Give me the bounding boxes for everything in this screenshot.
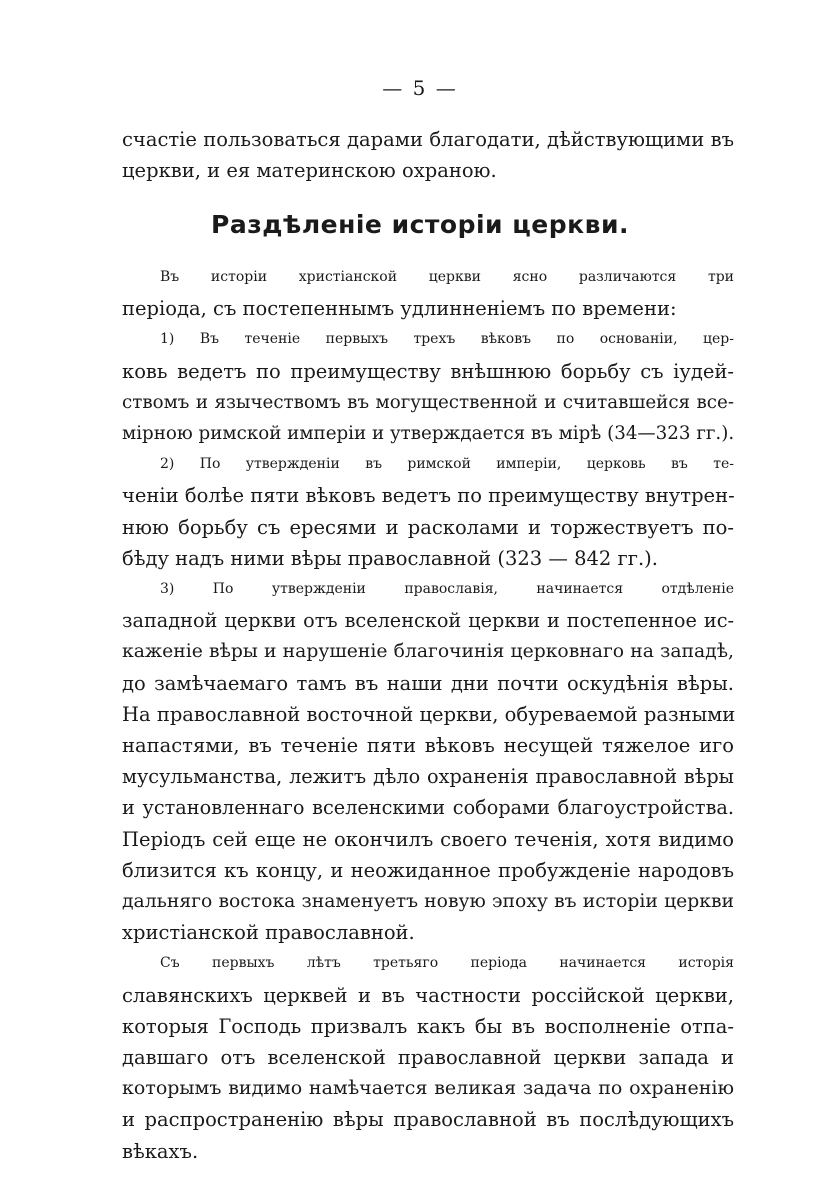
text-line: которыя Господь призвалъ какъ бы въ восполненіе отпа- xyxy=(122,1014,734,1038)
text-line: 3) По утвержденіи православія, начинается отдѣленіе xyxy=(160,581,734,598)
text-line: 2) По утвержденіи въ римской имперіи, церковь въ те- xyxy=(160,456,734,473)
text-line: періода, съ постепеннымъ удлинненіемъ по времени: xyxy=(122,297,677,321)
text-line: давшаго отъ вселенской православной церкви запада и xyxy=(122,1046,734,1070)
text-line: дальняго востока знаменуетъ новую эпоху въ исторіи церкви xyxy=(122,891,734,913)
section-heading: Раздѣленіе исторіи церкви. xyxy=(211,210,629,239)
text-line: На православной восточной церкви, обуреваемой разными xyxy=(122,702,736,726)
text-line: церкви, и ея материнскою охраною. xyxy=(122,159,497,183)
text-line: каженіе вѣры и нарушеніе благочинія церковнаго на западѣ, xyxy=(122,641,734,663)
page-number: — 5 — xyxy=(382,76,458,100)
intro-paragraph xyxy=(122,124,734,186)
text-line: 1) Въ теченіе первыхъ трехъ вѣковъ по основаніи, цер- xyxy=(160,331,734,348)
section-body xyxy=(122,262,734,1167)
text-line: мірною римской имперіи и утверждается въ мірѣ (34—323 гг.). xyxy=(122,423,735,445)
text-line: ствомъ и язычествомъ въ могущественной и считавшейся все- xyxy=(122,391,734,413)
text-line: которымъ видимо намѣчается великая задача по охраненію xyxy=(122,1077,734,1100)
text-line: Періодъ сей еще не окончилъ своего теченія, хотя видимо xyxy=(122,827,734,851)
paragraph-slavic-churches xyxy=(122,948,734,1166)
text-line: напастями, въ теченіе пяти вѣковъ несущей тяжелое иго xyxy=(122,734,734,758)
text-line: западной церкви отъ вселенской церкви и постепенное ис- xyxy=(122,609,734,633)
paragraph-period-2 xyxy=(122,449,734,574)
paragraph-period-1 xyxy=(122,324,734,449)
text-line: до замѣчаемаго тамъ въ наши дни почти оскудѣнія вѣры. xyxy=(122,671,734,695)
text-line: мусульманства, лежитъ дѣло охраненія православной вѣры xyxy=(122,765,734,789)
text-line: Съ первыхъ лѣтъ третьяго періода начинается исторія xyxy=(160,955,734,972)
text-line: ковь ведетъ по преимуществу внѣшнюю борьбу съ іудей- xyxy=(122,359,734,383)
paragraph-period-3 xyxy=(122,574,734,948)
text-line: христіанской православной. xyxy=(122,921,415,945)
text-line: ченіи болѣе пяти вѣковъ ведетъ по преимуществу внутрен- xyxy=(122,484,735,508)
paragraph-intro-periods xyxy=(122,262,734,324)
text-line: славянскихъ церквей и въ частности россійской церкви, xyxy=(122,983,734,1007)
text-line: Въ исторіи христіанской церкви ясно различаются три xyxy=(160,269,734,285)
text-line: близится къ концу, и неожиданное пробужденіе народовъ xyxy=(122,858,734,882)
text-line: и распространенію вѣры православной въ послѣдующихъ xyxy=(122,1108,734,1132)
text-line: вѣкахъ. xyxy=(122,1139,199,1163)
text-line: нюю борьбу съ ересями и расколами и торжествуетъ по- xyxy=(122,515,734,539)
text-line: бѣду надъ ними вѣры православной (323 — 842 гг.). xyxy=(122,546,658,570)
text-line: и установленнаго вселенскими соборами благоустройства. xyxy=(122,796,734,820)
text-line: счастіе пользоваться дарами благодати, дѣйствующими въ xyxy=(122,128,734,151)
